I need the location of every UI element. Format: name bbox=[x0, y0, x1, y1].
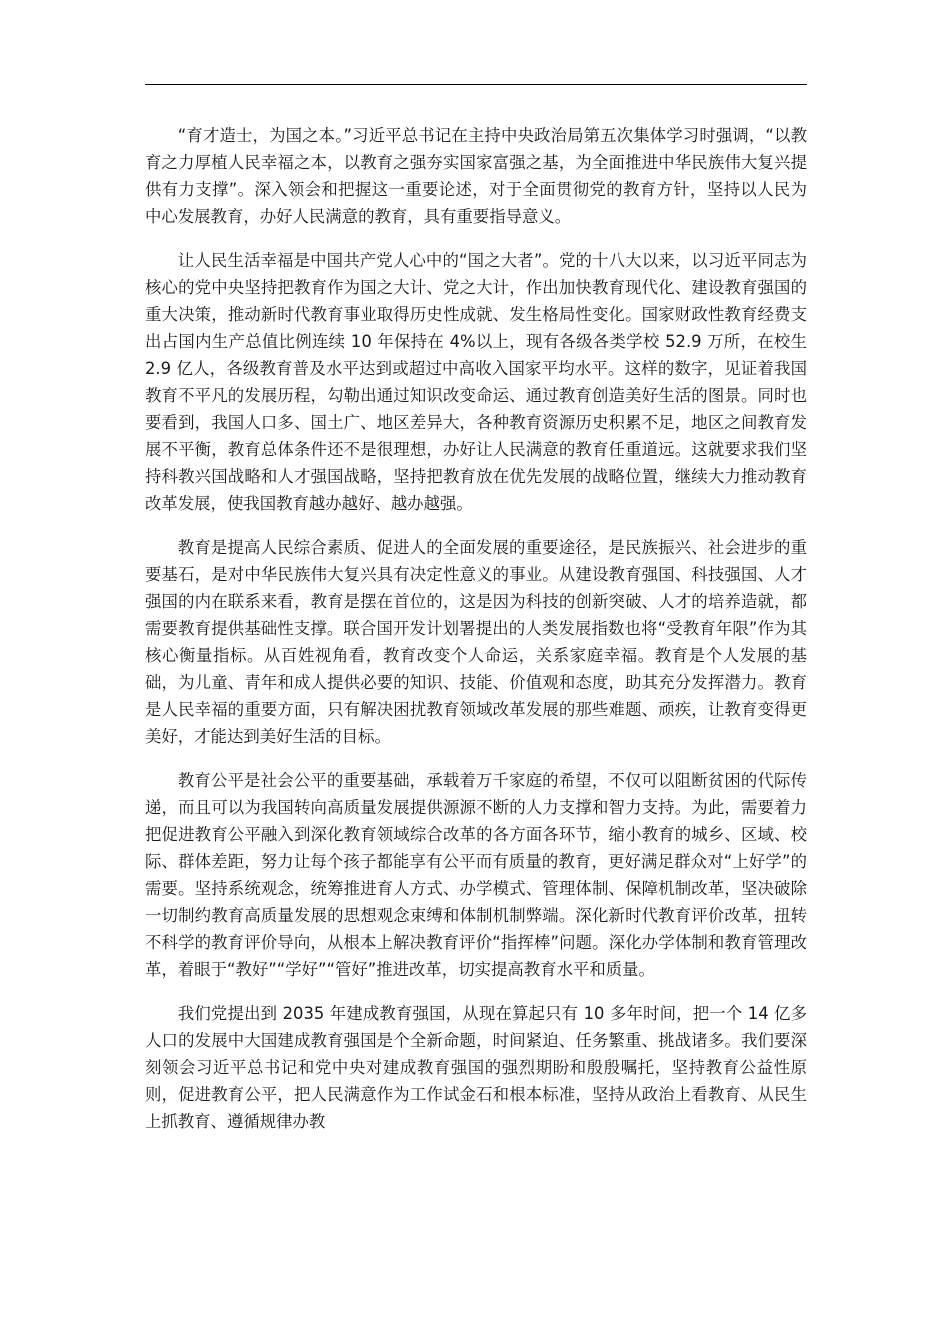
paragraph-1: “育才造士，为国之本。”习近平总书记在主持中央政治局第五次集体学习时强调，“以教育之力厚植人民幸福之本，以教育之强夯实国家富强之基，为全面推进中华民族伟大复兴提供有力支撑”。深入领会和把握这一重要论述，对于全面贯彻党的教育方针，坚持以人民为中心发展教育，办好人民满意的教育，具有重要指导意义。 bbox=[145, 126, 807, 226]
paragraph-4: 教育公平是社会公平的重要基础，承载着万千家庭的希望，不仅可以阻断贫困的代际传递，而且可以为我国转向高质量发展提供源源不断的人力支撑和智力支持。为此，需要着力把促进教育公平融入到深化教育领域综合改革的各方面各环节，缩小教育的城乡、区域、校际、群体差距，努力让每个孩子都能享有公平而有质量的教育，更好满足群众对“上好学”的需要。坚持系统观念，统筹推进育人方式、办学模式、管理体制、保障机制改革，坚决破除一切制约教育高质量发展的思想观念束缚和体制机制弊端。深化新时代教育评价改革，扭转不科学的教育评价导向，从根本上解决教育评价“指挥棒”问题。深化办学体制和教育管理改革，着眼于“教好”“学好”“管好”推进改革，切实提高教育水平和质量。 bbox=[145, 771, 807, 979]
header-rule bbox=[145, 84, 807, 85]
article-body bbox=[145, 122, 807, 1152]
paragraph-2: 让人民生活幸福是中国共产党人心中的“国之大者”。党的十八大以来，以习近平同志为核心的党中央坚持把教育作为国之大计、党之大计，作出加快教育现代化、建设教育强国的重大决策，推动新时代教育事业取得历史性成就、发生格局性变化。国家财政性教育经费支出占国内生产总值比例连续 10 年保持在 4%以上，现有各级各类学校 52.9 万所，在校生 2.9 亿人，各级教育普及水平达到或超过中高收入国家平均水平。这样的数字，见证着我国教育不平凡的发展历程，勾勒出通过知识改变命运、通过教育创造美好生活的图景。同时也要看到，我国人口多、国土广、地区差异大，各种教育资源历史积累不足，地区之间教育发展不平衡，教育总体条件还不是很理想，办好让人民满意的教育任重道远。这就要求我们坚持科教兴国战略和人才强国战略，坚持把教育放在优先发展的战略位置，继续大力推动教育改革发展，使我国教育越办越好、越办越强。 bbox=[145, 251, 807, 513]
paragraph-3: 教育是提高人民综合素质、促进人的全面发展的重要途径，是民族振兴、社会进步的重要基石，是对中华民族伟大复兴具有决定性意义的事业。从建设教育强国、科技强国、人才强国的内在联系来看，教育是摆在首位的，这是因为科技的创新突破、人才的培养造就，都需要教育提供基础性支撑。联合国开发计划署提出的人类发展指数也将“受教育年限”作为其核心衡量指标。从百姓视角看，教育改变个人命运，关系家庭幸福。教育是个人发展的基础，为儿童、青年和成人提供必要的知识、技能、价值观和态度，助其充分发挥潜力。教育是人民幸福的重要方面，只有解决困扰教育领域改革发展的那些难题、顽疾，让教育变得更美好，才能达到美好生活的目标。 bbox=[145, 538, 807, 746]
paragraph-5: 我们党提出到 2035 年建成教育强国，从现在算起只有 10 多年时间，把一个 14 亿多人口的发展中大国建成教育强国是个全新命题，时间紧迫、任务繁重、挑战诸多。我们要深刻领会习近平总书记和党中央对建成教育强国的强烈期盼和殷殷嘱托，坚持教育公益性原则，促进教育公平，把人民满意作为工作试金石和根本标准，坚持从政治上看教育、从民生上抓教育、遵循规律办教 bbox=[145, 1004, 807, 1131]
